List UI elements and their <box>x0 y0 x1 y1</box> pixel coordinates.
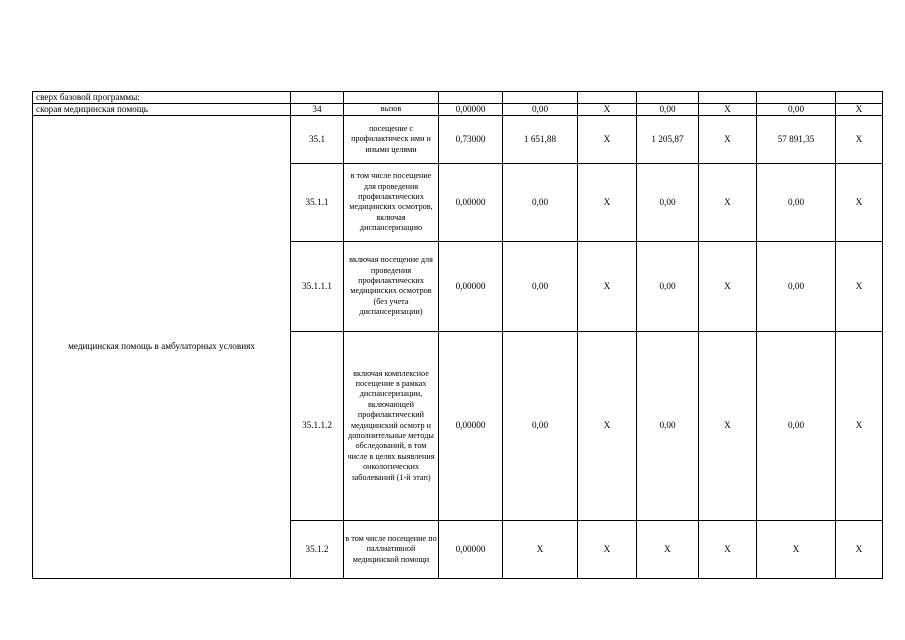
row-norm: 0,00000 <box>439 331 503 520</box>
row-unit: посещение с профилактическ ими и иными целями <box>344 115 439 163</box>
row-value: Х <box>578 115 637 163</box>
row-value: Х <box>836 520 883 578</box>
row-unit: вызов <box>344 103 439 115</box>
row-value: Х <box>699 103 757 115</box>
row-norm: 0,73000 <box>439 115 503 163</box>
table-row <box>33 115 883 163</box>
table-row-section-header <box>33 92 883 104</box>
empty-cell <box>291 92 344 104</box>
row-value: Х <box>699 163 757 241</box>
row-value: 1 651,88 <box>503 115 578 163</box>
table-row <box>33 103 883 115</box>
row-value: 0,00 <box>637 163 699 241</box>
row-value: 1 205,87 <box>637 115 699 163</box>
row-value: Х <box>836 163 883 241</box>
row-value: Х <box>699 331 757 520</box>
row-code: 35.1.2 <box>291 520 344 578</box>
row-value: 0,00 <box>503 331 578 520</box>
row-code: 35.1 <box>291 115 344 163</box>
row-value: Х <box>757 520 836 578</box>
row-unit: включая комплексное посещение в рамках диспансеризации, включающей профилактический медицинский осмотр и дополнительные методы обследований, в том числе в целях выявления онкологических заболеваний (1-й этап) <box>344 331 439 520</box>
row-value: 0,00 <box>503 241 578 331</box>
empty-cell <box>439 92 503 104</box>
row-value: Х <box>578 103 637 115</box>
row-value: 0,00 <box>503 103 578 115</box>
row-unit: включая посещение для проведения профилактических медицинских осмотров (без учета диспансеризации) <box>344 241 439 331</box>
empty-cell <box>344 92 439 104</box>
empty-cell <box>836 92 883 104</box>
empty-cell <box>637 92 699 104</box>
row-value: 0,00 <box>637 331 699 520</box>
row-code: 35.1.1.2 <box>291 331 344 520</box>
row-value: 57 891,35 <box>757 115 836 163</box>
row-value: 0,00 <box>503 163 578 241</box>
empty-cell <box>699 92 757 104</box>
row-value: 0,00 <box>757 103 836 115</box>
row-value: 0,00 <box>757 163 836 241</box>
row-label: скорая медицинская помощь <box>33 103 291 115</box>
empty-cell <box>578 92 637 104</box>
empty-cell <box>757 92 836 104</box>
row-unit: в том числе посещение по паллиативной медицинской помощи <box>344 520 439 578</box>
row-value: Х <box>503 520 578 578</box>
row-value: Х <box>578 520 637 578</box>
row-value: 0,00 <box>757 241 836 331</box>
row-value: Х <box>836 331 883 520</box>
row-value: Х <box>699 115 757 163</box>
data-table <box>32 91 883 579</box>
row-value: Х <box>578 241 637 331</box>
row-value: Х <box>637 520 699 578</box>
group-label-cell: медицинская помощь в амбулаторных условиях <box>33 115 291 578</box>
row-value: 0,00 <box>637 103 699 115</box>
empty-cell <box>503 92 578 104</box>
row-norm: 0,00000 <box>439 520 503 578</box>
row-value: Х <box>836 115 883 163</box>
row-value: Х <box>836 241 883 331</box>
row-value: Х <box>578 331 637 520</box>
row-value: Х <box>578 163 637 241</box>
row-unit: в том числе посещение для проведения профилактических медицинских осмотров, включая диспансеризацию <box>344 163 439 241</box>
section-header-cell: сверх базовой программы: <box>33 92 291 104</box>
row-norm: 0,00000 <box>439 241 503 331</box>
row-code: 35.1.1 <box>291 163 344 241</box>
row-norm: 0,00000 <box>439 163 503 241</box>
row-value: Х <box>699 241 757 331</box>
row-code: 35.1.1.1 <box>291 241 344 331</box>
row-norm: 0,00000 <box>439 103 503 115</box>
row-value: 0,00 <box>637 241 699 331</box>
row-value: 0,00 <box>757 331 836 520</box>
row-code: 34 <box>291 103 344 115</box>
row-value: Х <box>699 520 757 578</box>
row-value: Х <box>836 103 883 115</box>
